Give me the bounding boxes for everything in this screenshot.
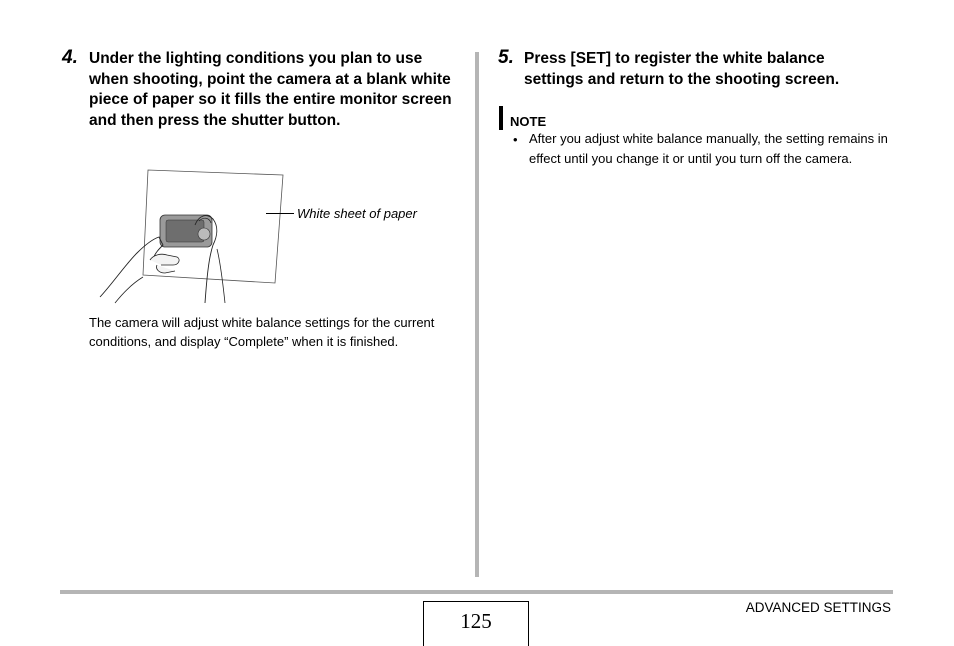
caption-leader-line — [266, 213, 294, 214]
camera-lens-shape — [198, 228, 210, 240]
camera-paper-illustration — [95, 165, 285, 305]
column-divider — [475, 52, 479, 577]
note-bullet: • — [513, 132, 518, 147]
note-heading: NOTE — [510, 114, 547, 129]
footer-rule — [60, 590, 893, 594]
step-4-number: 4. — [62, 47, 78, 68]
note-item: After you adjust white balance manually, the setting remains in effect until you change it or until you turn off the camera. — [529, 131, 888, 166]
note-marker-bar — [499, 106, 503, 130]
step-4-instruction: Under the lighting conditions you plan to use when shooting, point the camera at a blank white piece of paper so it fills the entire monitor screen and then press the shutter button. — [89, 50, 452, 129]
section-name: ADVANCED SETTINGS — [745, 600, 891, 615]
step-5-number: 5. — [498, 47, 514, 68]
page-number: 125 — [423, 601, 529, 646]
illustration-caption: White sheet of paper — [297, 206, 417, 221]
step-4-result-text: The camera will adjust white balance settings for the current conditions, and display “Complete” when it is finished. — [89, 315, 435, 349]
step-5-instruction: Press [SET] to register the white balance settings and return to the shooting screen. — [524, 50, 840, 88]
camera-screen-shape — [166, 220, 204, 242]
